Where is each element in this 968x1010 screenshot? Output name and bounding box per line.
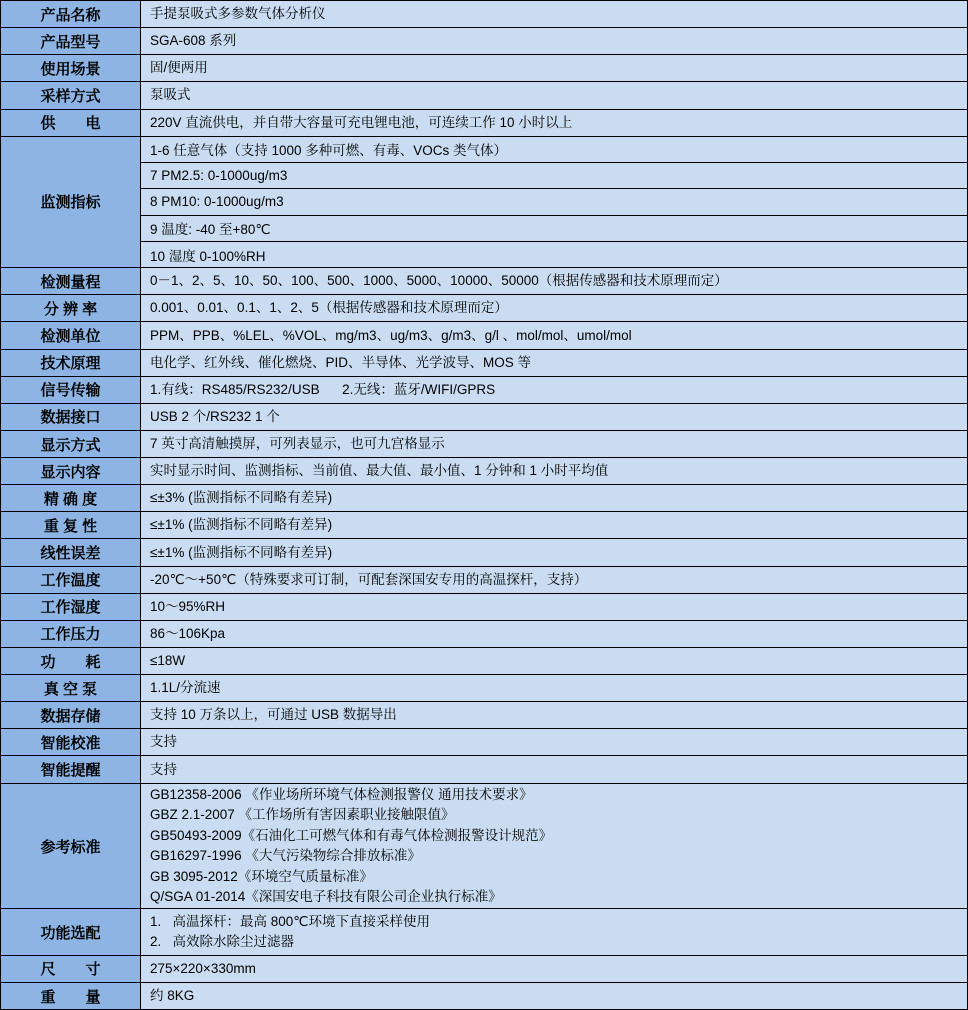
value-linearity-error — [141, 539, 967, 565]
value-technical-principle — [141, 350, 967, 376]
value-text-smart-reminder: 支持 — [150, 761, 177, 777]
label-monitoring-indicators: 监测指标 — [1, 137, 141, 268]
spec-row-detection-units — [1, 322, 967, 349]
spec-row-power-supply — [1, 110, 967, 137]
spec-row-working-temperature — [1, 567, 967, 594]
value-text-power-consumption: ≤18W — [150, 653, 186, 669]
value-text-working-humidity: 10～95%RH — [150, 598, 226, 614]
label-optional-features: 功能选配 — [1, 909, 141, 954]
value-text-smart-calibration: 支持 — [150, 734, 177, 750]
value-text-working-pressure: 86～106Kpa — [150, 625, 226, 641]
label-detection-units: 检测单位 — [1, 322, 141, 348]
value-text-working-temperature: -20℃～+50℃（特殊要求可订制，可配套深国安专用的高温探杆，支持） — [150, 571, 588, 587]
spec-row-working-pressure — [1, 621, 967, 648]
value-working-humidity — [141, 594, 967, 620]
value-text-monitoring-indicators-4: 10 湿度 0-100%RH — [150, 248, 266, 264]
value-dimensions — [141, 956, 967, 982]
value-text-reference-standards-2: GB50493-2009《石油化工可燃气体和有毒气体检测报警设计规范》 — [150, 827, 553, 843]
spec-row-technical-principle — [1, 350, 967, 377]
value-product-name — [141, 1, 967, 27]
label-vacuum-pump: 真 空 泵 — [1, 675, 141, 701]
value-text-monitoring-indicators-1: 7 PM2.5: 0-1000ug/m3 — [141, 163, 967, 189]
value-optional-features — [141, 909, 967, 954]
value-text-technical-principle: 电化学、红外线、催化燃烧、PID、半导体、光学波导、MOS 等 — [150, 354, 532, 370]
value-smart-calibration — [141, 729, 967, 755]
value-display-mode — [141, 431, 967, 457]
spec-row-working-humidity — [1, 594, 967, 621]
value-text-monitoring-indicators-0: 1-6 任意气体（支持 1000 多种可燃、有毒、VOCs 类气体） — [141, 137, 967, 163]
label-weight: 重 量 — [1, 983, 141, 1009]
value-text-sampling-method: 泵吸式 — [150, 87, 191, 103]
value-vacuum-pump — [141, 675, 967, 701]
spec-row-data-storage — [1, 702, 967, 729]
label-repeatability: 重 复 性 — [1, 512, 141, 538]
value-data-interface — [141, 404, 967, 430]
value-text-dimensions: 275×220×330mm — [150, 960, 256, 976]
value-text-product-name: 手提泵吸式多参数气体分析仪 — [150, 6, 326, 22]
value-text-repeatability: ≤±1% (监测指标不同略有差异) — [150, 517, 333, 533]
value-repeatability — [141, 512, 967, 538]
value-text-reference-standards-0: GB12358-2006 《作业场所环境气体检测报警仪 通用技术要求》 — [150, 786, 533, 802]
value-text-monitoring-indicators-3: 9 温度: -40 至+80℃ — [141, 216, 967, 242]
value-signal-transmission — [141, 377, 967, 403]
value-text-resolution: 0.001、0.01、0.1、1、2、5（根据传感器和技术原理而定） — [150, 300, 508, 316]
spec-row-product-model — [1, 28, 967, 55]
value-text-data-interface: USB 2 个/RS232 1 个 — [150, 408, 280, 424]
value-text-vacuum-pump: 1.1L/分流速 — [150, 680, 221, 696]
value-text-optional-features-1: 2. 高效除水除尘过滤器 — [150, 934, 295, 950]
value-text-monitoring-indicators-2: 8 PM10: 0-1000ug/m3 — [141, 189, 967, 215]
label-product-model: 产品型号 — [1, 28, 141, 54]
value-usage-scenario — [141, 55, 967, 81]
value-text-product-model: SGA-608 系列 — [150, 33, 237, 49]
spec-row-display-mode — [1, 431, 967, 458]
spec-row-optional-features — [1, 909, 967, 955]
label-reference-standards: 参考标准 — [1, 784, 141, 909]
spec-row-display-content — [1, 458, 967, 485]
value-text-linearity-error: ≤±1% (监测指标不同略有差异) — [150, 544, 333, 560]
label-power-consumption: 功 耗 — [1, 648, 141, 674]
value-text-detection-range: 0－1、2、5、10、50、100、500、1000、5000、10000、50000（根据传感器和技术原理而定） — [150, 273, 728, 289]
label-signal-transmission: 信号传输 — [1, 377, 141, 403]
label-sampling-method: 采样方式 — [1, 82, 141, 108]
spec-row-accuracy — [1, 485, 967, 512]
value-working-pressure — [141, 621, 967, 647]
spec-row-product-name — [1, 1, 967, 28]
value-text-power-supply: 220V 直流供电，并自带大容量可充电锂电池，可连续工作 10 小时以上 — [150, 114, 573, 130]
value-power-supply — [141, 110, 967, 136]
value-text-display-content: 实时显示时间、监测指标、当前值、最大值、最小值、1 分钟和 1 小时平均值 — [150, 463, 609, 479]
label-working-humidity: 工作湿度 — [1, 594, 141, 620]
spec-row-resolution — [1, 295, 967, 322]
value-sampling-method — [141, 82, 967, 108]
value-text-weight: 约 8KG — [150, 988, 195, 1004]
label-dimensions: 尺 寸 — [1, 956, 141, 982]
spec-row-signal-transmission — [1, 377, 967, 404]
value-text-reference-standards-1: GBZ 2.1-2007 《工作场所有害因素职业接触限值》 — [150, 807, 455, 822]
label-smart-calibration: 智能校准 — [1, 729, 141, 755]
value-product-model — [141, 28, 967, 54]
spec-row-weight — [1, 983, 967, 1009]
spec-row-smart-reminder — [1, 756, 967, 783]
value-text-accuracy: ≤±3% (监测指标不同略有差异) — [150, 490, 333, 506]
value-text-reference-standards-4: GB 3095-2012《环境空气质量标准》 — [150, 868, 373, 884]
label-working-pressure: 工作压力 — [1, 621, 141, 647]
value-text-data-storage: 支持 10 万条以上，可通过 USB 数据导出 — [150, 707, 397, 723]
spec-row-sampling-method — [1, 82, 967, 109]
value-text-signal-transmission: 1.有线：RS485/RS232/USB 2.无线：蓝牙/WIFI/GPRS — [150, 381, 496, 397]
value-working-temperature — [141, 567, 967, 593]
spec-row-usage-scenario — [1, 55, 967, 82]
value-data-storage — [141, 702, 967, 728]
label-data-interface: 数据接口 — [1, 404, 141, 430]
label-working-temperature: 工作温度 — [1, 567, 141, 593]
value-detection-range — [141, 268, 967, 294]
value-text-optional-features-0: 1. 高温探杆：最高 800℃环境下直接采样使用 — [150, 913, 430, 929]
spec-row-dimensions — [1, 956, 967, 983]
value-power-consumption — [141, 648, 967, 674]
spec-row-linearity-error — [1, 539, 967, 566]
label-display-mode: 显示方式 — [1, 431, 141, 457]
value-text-display-mode: 7 英寸高清触摸屏，可列表显示，也可九宫格显示 — [150, 436, 445, 452]
spec-row-data-interface — [1, 404, 967, 431]
label-power-supply: 供 电 — [1, 110, 141, 136]
spec-row-detection-range — [1, 268, 967, 295]
value-weight — [141, 983, 967, 1009]
spec-row-vacuum-pump — [1, 675, 967, 702]
value-text-reference-standards-5: Q/SGA 01-2014《深国安电子科技有限公司企业执行标准》 — [150, 889, 502, 904]
value-resolution — [141, 295, 967, 321]
value-monitoring-indicators — [141, 137, 967, 268]
label-product-name: 产品名称 — [1, 1, 141, 27]
value-text-usage-scenario: 固/便两用 — [150, 60, 208, 76]
spec-row-smart-calibration — [1, 729, 967, 756]
value-reference-standards — [141, 784, 967, 909]
spec-row-reference-standards — [1, 784, 967, 910]
label-technical-principle: 技术原理 — [1, 350, 141, 376]
value-detection-units — [141, 322, 967, 348]
value-display-content — [141, 458, 967, 484]
label-smart-reminder: 智能提醒 — [1, 756, 141, 782]
value-accuracy — [141, 485, 967, 511]
label-accuracy: 精 确 度 — [1, 485, 141, 511]
spec-row-monitoring-indicators — [1, 137, 967, 269]
value-text-detection-units: PPM、PPB、%LEL、%VOL、mg/m3、ug/m3、g/m3、g/l 、mol/mol、umol/mol — [150, 327, 632, 343]
value-smart-reminder — [141, 756, 967, 782]
label-resolution: 分 辨 率 — [1, 295, 141, 321]
label-data-storage: 数据存储 — [1, 702, 141, 728]
label-linearity-error: 线性误差 — [1, 539, 141, 565]
spec-row-repeatability — [1, 512, 967, 539]
label-display-content: 显示内容 — [1, 458, 141, 484]
spec-row-power-consumption — [1, 648, 967, 675]
label-detection-range: 检测量程 — [1, 268, 141, 294]
value-text-reference-standards-3: GB16297-1996 《大气污染物综合排放标准》 — [150, 848, 421, 863]
label-usage-scenario: 使用场景 — [1, 55, 141, 81]
